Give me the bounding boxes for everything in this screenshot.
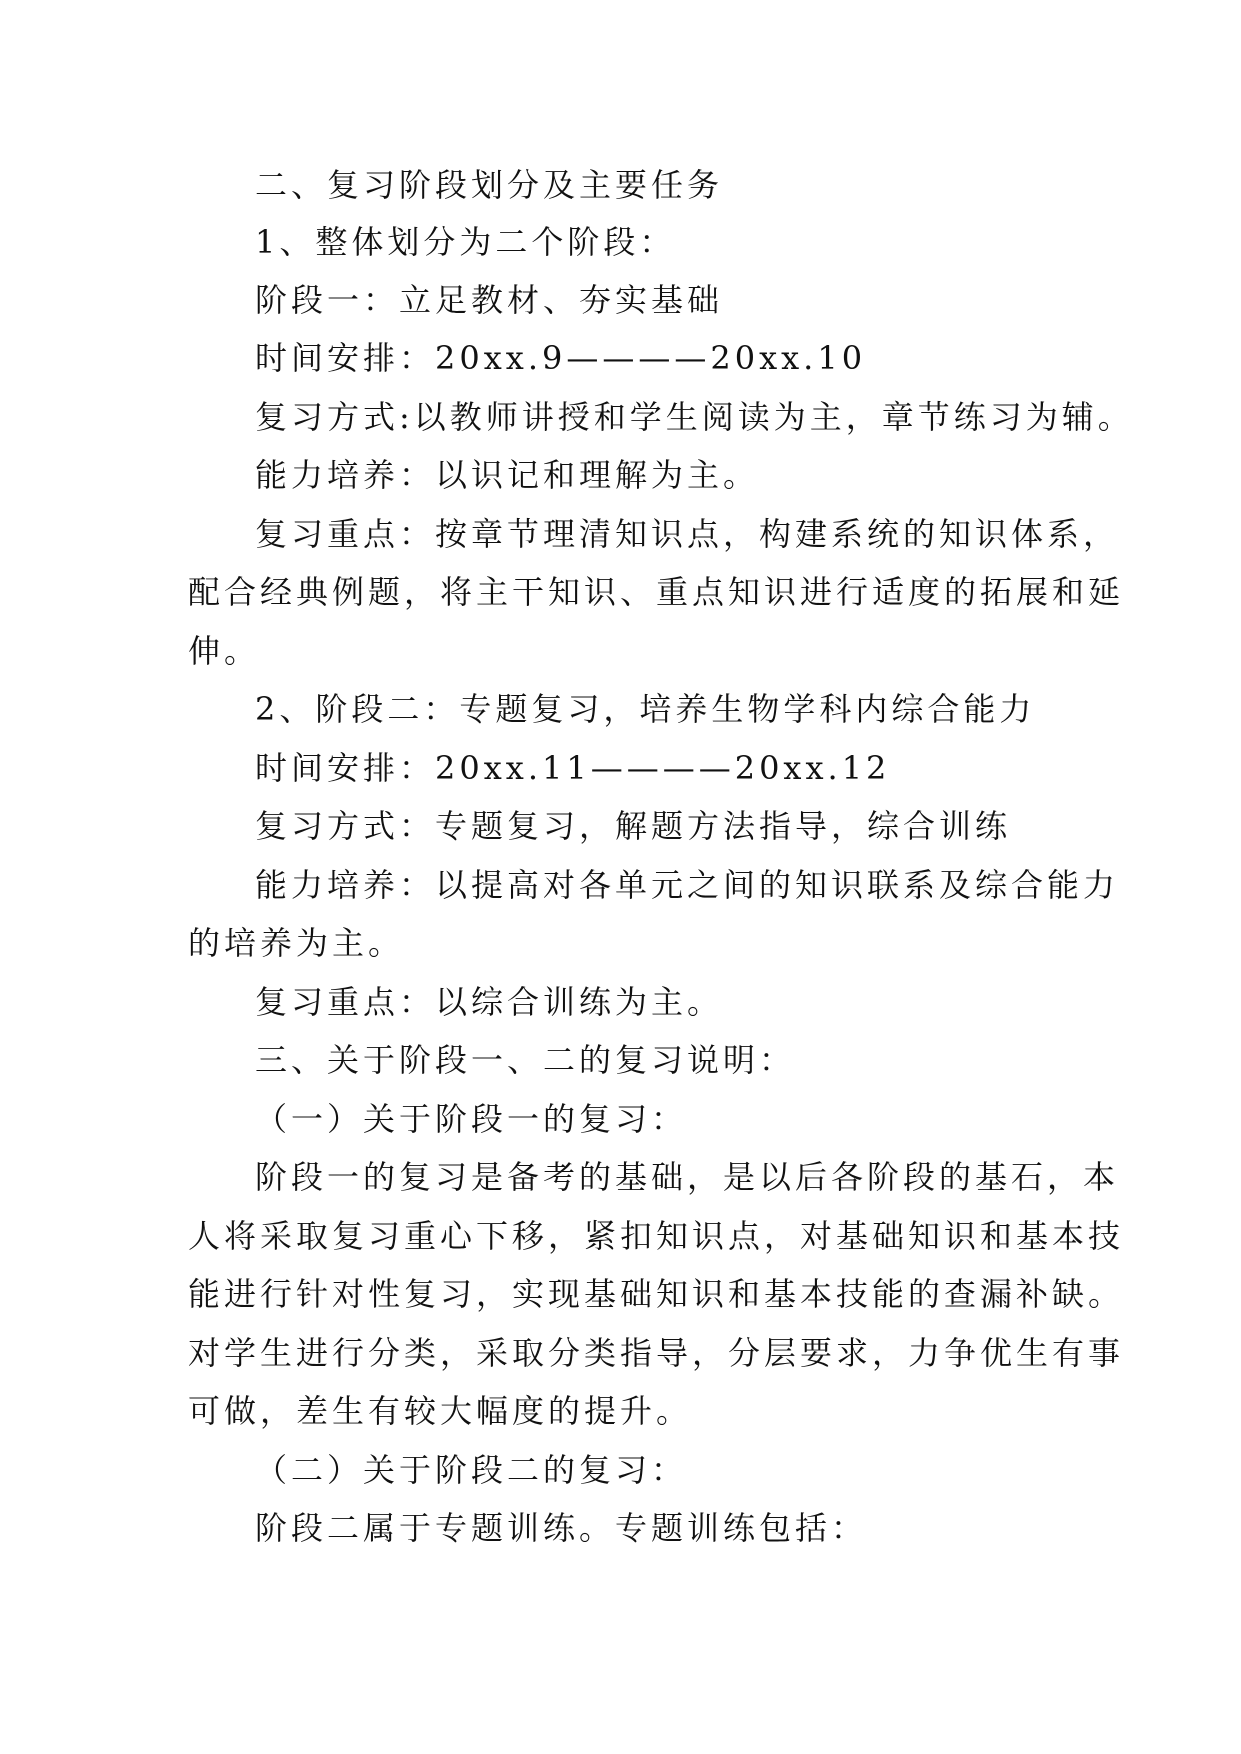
paragraph-line: 可做，差生有较大幅度的提升。: [188, 1392, 693, 1430]
section-heading-3: 三、关于阶段一、二的复习说明：: [255, 1041, 796, 1079]
paragraph-line: 能进行针对性复习，实现基础知识和基本技能的查漏补缺。: [188, 1275, 1125, 1313]
paragraph-line: 配合经典例题，将主干知识、重点知识进行适度的拓展和延: [188, 573, 1125, 611]
paragraph-line: 阶段一的复习是备考的基础，是以后各阶段的基石，本: [255, 1158, 1120, 1196]
paragraph-line: 能力培养：以识记和理解为主。: [255, 456, 760, 494]
subsection-heading-1: （一）关于阶段一的复习：: [255, 1100, 688, 1138]
paragraph-line: 复习重点：以综合训练为主。: [255, 983, 724, 1021]
subsection-heading-2: （二）关于阶段二的复习：: [255, 1451, 688, 1489]
paragraph-line: 阶段一：立足教材、夯实基础: [255, 281, 724, 319]
paragraph-line: 时间安排：20xx.9————20xx.10: [255, 339, 867, 377]
paragraph-line: 复习重点：按章节理清知识点，构建系统的知识体系，: [255, 515, 1120, 553]
paragraph-line: 能力培养：以提高对各单元之间的知识联系及综合能力: [255, 866, 1120, 904]
paragraph-line: 时间安排：20xx.11————20xx.12: [255, 749, 891, 787]
paragraph-line: 伸。: [188, 632, 261, 670]
paragraph-line: 复习方式：专题复习，解题方法指导，综合训练: [255, 807, 1012, 845]
paragraph-line: 的培养为主。: [188, 924, 405, 962]
paragraph-line: 2、阶段二：专题复习，培养生物学科内综合能力: [255, 690, 1036, 728]
paragraph-line: 阶段二属于专题训练。专题训练包括：: [255, 1509, 868, 1547]
paragraph-line: 复习方式:以教师讲授和学生阅读为主，章节练习为辅。: [255, 398, 1134, 436]
paragraph-line: 1、整体划分为二个阶段：: [255, 223, 676, 261]
paragraph-line: 人将采取复习重心下移，紧扣知识点，对基础知识和基本技: [188, 1217, 1125, 1255]
section-heading-2: 二、复习阶段划分及主要任务: [255, 166, 724, 204]
paragraph-line: 对学生进行分类，采取分类指导，分层要求，力争优生有事: [188, 1334, 1125, 1372]
